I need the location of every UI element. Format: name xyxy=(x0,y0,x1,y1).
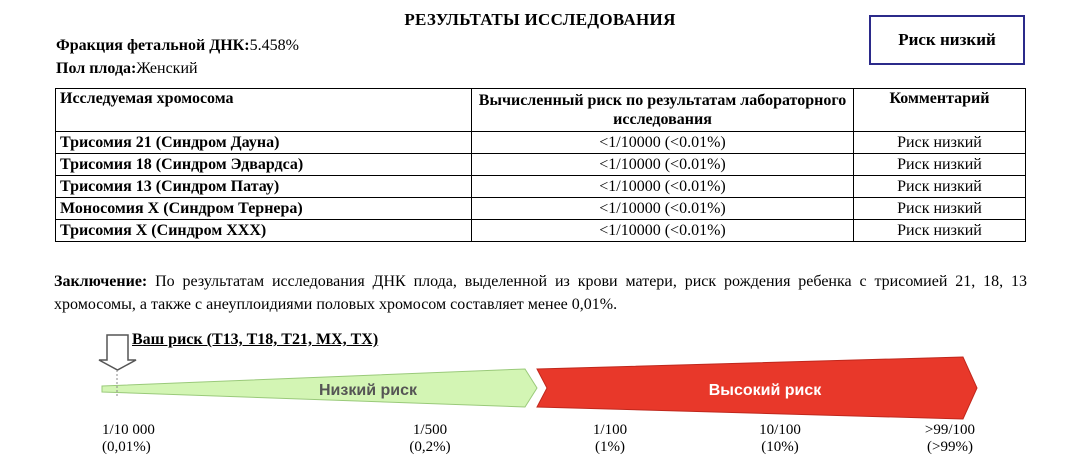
tick-bottom: (10%) xyxy=(761,439,799,455)
tick-top: 10/100 xyxy=(759,422,801,438)
row-risk: <1/10000 (<0.01%) xyxy=(472,220,854,242)
page-title: РЕЗУЛЬТАТЫ ИССЛЕДОВАНИЯ xyxy=(404,10,676,29)
fetal-sex-label: Пол плода: xyxy=(56,60,137,77)
header-calculated-risk: Вычисленный риск по результатам лабораторного исследования xyxy=(472,89,854,132)
scale-tick xyxy=(910,422,990,456)
risk-summary-box xyxy=(869,15,1025,65)
your-risk-pointer-icon xyxy=(99,335,136,370)
row-risk: <1/10000 (<0.01%) xyxy=(472,132,854,154)
results-table xyxy=(55,88,1026,242)
row-comment: Риск низкий xyxy=(854,198,1026,220)
row-comment: Риск низкий xyxy=(854,176,1026,198)
table-row xyxy=(56,176,1026,198)
conclusion-paragraph xyxy=(54,270,1027,316)
tick-top: >99/100 xyxy=(924,422,976,438)
header-chromosome: Исследуемая хромосома xyxy=(56,89,472,132)
row-comment: Риск низкий xyxy=(854,220,1026,242)
row-chromosome: Трисомия 21 (Синдром Дауна) xyxy=(56,132,472,154)
fetal-fraction-value: 5.458% xyxy=(249,37,299,54)
row-chromosome: Трисомия 18 (Синдром Эдвардса) xyxy=(56,154,472,176)
table-row xyxy=(56,132,1026,154)
tick-top: 1/100 xyxy=(592,422,628,438)
scale-tick xyxy=(102,422,155,456)
fetal-fraction-line xyxy=(56,37,299,55)
risk-scale xyxy=(0,328,1080,423)
low-risk-label: Низкий риск xyxy=(319,382,417,399)
scale-tick xyxy=(745,422,815,456)
row-chromosome: Трисомия 13 (Синдром Патау) xyxy=(56,176,472,198)
row-risk: <1/10000 (<0.01%) xyxy=(472,176,854,198)
fetal-sex-value: Женский xyxy=(136,60,198,77)
tick-bottom: (1%) xyxy=(595,439,625,455)
tick-bottom: (0,2%) xyxy=(409,439,451,455)
table-row xyxy=(56,154,1026,176)
row-chromosome: Моносомия X (Синдром Тернера) xyxy=(56,198,472,220)
row-comment: Риск низкий xyxy=(854,132,1026,154)
tick-top: 1/10 000 xyxy=(102,422,155,438)
tick-top: 1/500 xyxy=(412,422,448,438)
tick-bottom: (0,01%) xyxy=(102,439,151,455)
row-risk: <1/10000 (<0.01%) xyxy=(472,198,854,220)
row-risk: <1/10000 (<0.01%) xyxy=(472,154,854,176)
table-header-row xyxy=(56,89,1026,132)
conclusion-text: По результатам исследования ДНК плода, выделенной из крови матери, риск рождения ребенка с трисомией 21, 18, 13 хромосомы, а также с анеуплоидиями половых хромосом составляет менее 0,01%. xyxy=(54,273,1027,313)
table-row xyxy=(56,198,1026,220)
row-comment: Риск низкий xyxy=(854,154,1026,176)
tick-bottom: (>99%) xyxy=(927,439,973,455)
fetal-sex-line xyxy=(56,60,198,78)
scale-tick xyxy=(400,422,460,456)
row-chromosome: Трисомия X (Синдром XXX) xyxy=(56,220,472,242)
fetal-fraction-label: Фракция фетальной ДНК: xyxy=(56,37,250,54)
high-risk-label: Высокий риск xyxy=(708,382,822,399)
table-row xyxy=(56,220,1026,242)
risk-summary-text: Риск низкий xyxy=(898,30,996,49)
conclusion-label: Заключение: xyxy=(54,273,148,290)
scale-tick xyxy=(575,422,645,456)
your-risk-label: Ваш риск (Т13, Т18, Т21, МХ, ТХ) xyxy=(132,331,379,348)
header-comment: Комментарий xyxy=(854,89,1026,132)
